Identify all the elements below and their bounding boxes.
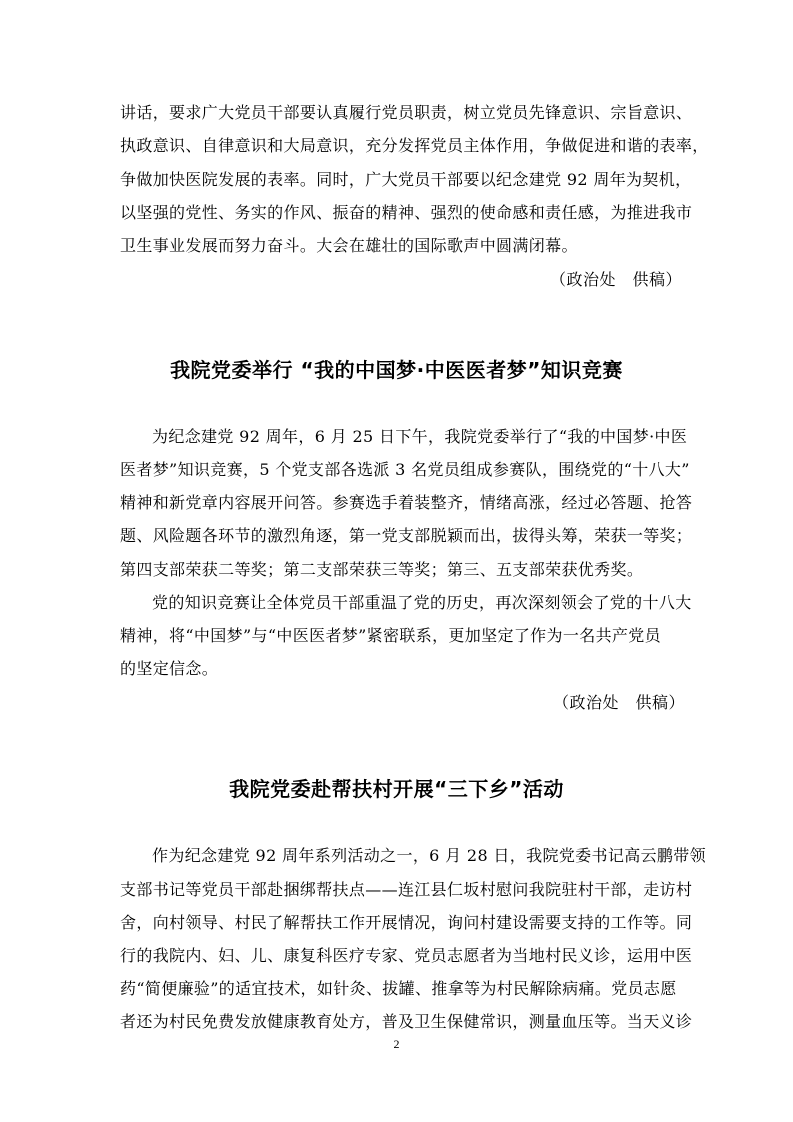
paragraph-line: 药“简便廉验”的适宜技术，如针灸、拔罐、推拿等为村民解除病痛。党员志愿: [120, 979, 677, 998]
paragraph-line: 精神和新党章内容展开问答。参赛选手着装整齐，情绪高涨，经过必答题、抢答: [120, 493, 693, 512]
paragraph-line: 为纪念建党 92 周年，6 月 25 日下午，我院党委举行了“我的中国梦·中医: [152, 427, 688, 446]
paragraph-line: 支部书记等党员干部赴捆绑帮扶点——连江县仁坂村慰问我院驻村干部，走访村: [120, 880, 693, 899]
article-title: 我院党委赴帮扶村开展“三下乡”活动: [229, 777, 564, 801]
article-credit: （政治处 供稿）: [550, 270, 683, 289]
paragraph-line: 第四支部荣获二等奖；第二支部荣获三等奖；第三、五支部荣获优秀奖。: [120, 560, 644, 579]
paragraph-line: 精神，将“中国梦”与“中医医者梦”紧密联系，更加坚定了作为一名共产党员: [120, 626, 661, 645]
article-credit: （政治处 供稿）: [553, 693, 686, 712]
paragraph-line: 执政意识、自律意识和大局意识，充分发挥党员主体作用，争做促进和谐的表率，: [120, 136, 709, 155]
paragraph-line: 争做加快医院发展的表率。同时，广大党员干部要以纪念建党 92 周年为契机，: [120, 170, 692, 189]
paragraph-line: 舍，向村领导、村民了解帮扶工作开展情况，询问村建设需要支持的工作等。同: [120, 913, 693, 932]
paragraph-line: 讲话，要求广大党员干部要认真履行党员职责，树立党员先锋意识、宗旨意识、: [120, 103, 693, 122]
paragraph-line: 作为纪念建党 92 周年系列活动之一，6 月 28 日，我院党委书记高云鹏带领: [152, 846, 706, 865]
paragraph-line: 题、风险题各环节的激烈角逐，第一党支部脱颖而出，拔得头筹，荣获一等奖；: [120, 526, 693, 545]
paragraph-line: 医者梦”知识竞赛，5 个党支部各选派 3 名党员组成参赛队，围绕党的“十八大”: [120, 460, 690, 479]
paragraph-line: 党的知识竞赛让全体党员干部重温了党的历史，再次深刻领会了党的十八大: [152, 593, 692, 612]
paragraph-line: 卫生事业发展而努力奋斗。大会在雄壮的国际歌声中圆满闭幕。: [120, 236, 578, 255]
paragraph-line: 的坚定信念。: [120, 659, 219, 678]
paragraph-line: 行的我院内、妇、儿、康复科医疗专家、党员志愿者为当地村民义诊，运用中医: [120, 946, 693, 965]
article-title: 我院党委举行 “我的中国梦·中医医者梦”知识竞赛: [170, 358, 623, 382]
paragraph-line: 者还为村民免费发放健康教育处方，普及卫生保健常识，测量血压等。当天义诊: [120, 1012, 693, 1031]
page-number: 2: [393, 1037, 400, 1051]
paragraph-line: 以坚强的党性、务实的作风、振奋的精神、强烈的使命感和责任感，为推进我市: [120, 203, 693, 222]
